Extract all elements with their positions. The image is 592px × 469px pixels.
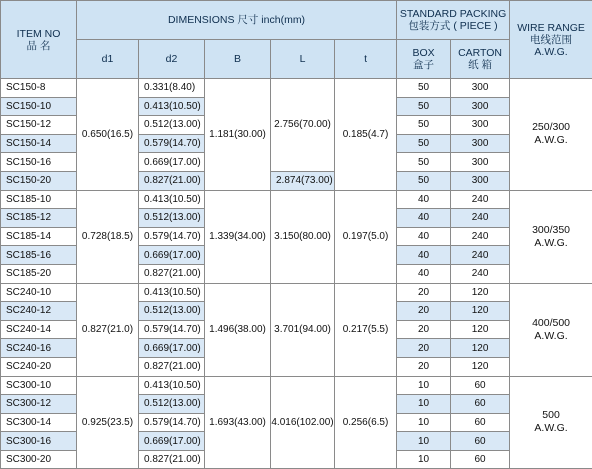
carton-cell: 300: [451, 97, 510, 116]
wire-range-value: 250/300: [510, 121, 592, 134]
box-cell: 50: [397, 134, 451, 153]
box-cell: 40: [397, 190, 451, 209]
carton-cell: 300: [451, 79, 510, 98]
wire-range-cell: [510, 376, 592, 469]
b-cell: 1.693(43.00): [205, 376, 271, 469]
item-no-cell: SC185-16: [1, 246, 77, 265]
box-cell: 10: [397, 376, 451, 395]
t-header: t: [335, 40, 397, 79]
item-no-cell: SC240-10: [1, 283, 77, 302]
d2-cell: 0.827(21.00): [139, 357, 205, 376]
b-header: B: [205, 40, 271, 79]
d2-cell: 0.579(14.70): [139, 227, 205, 246]
box-cell: 10: [397, 432, 451, 451]
box-cell: 40: [397, 209, 451, 228]
wire-range-cell: [510, 190, 592, 283]
carton-header: [451, 40, 510, 79]
d2-cell: 0.512(13.00): [139, 209, 205, 228]
table-row: [1, 376, 592, 395]
item-no-header: [1, 1, 77, 79]
carton-cell: 60: [451, 432, 510, 451]
carton-cell: 300: [451, 134, 510, 153]
l-header: L: [271, 40, 335, 79]
wire-range-unit: A.W.G.: [510, 330, 592, 343]
item-no-cell: SC300-10: [1, 376, 77, 395]
wire-range-value: 500: [510, 409, 592, 422]
d2-cell: 0.413(10.50): [139, 283, 205, 302]
carton-cell: 240: [451, 190, 510, 209]
item-no-cn-label: 品 名: [1, 40, 76, 52]
box-cell: 50: [397, 171, 451, 190]
d2-header: d2: [139, 40, 205, 79]
box-cn-label: 盒子: [397, 59, 450, 71]
carton-cell: 120: [451, 302, 510, 321]
item-no-cell: SC240-16: [1, 339, 77, 358]
table-header: [1, 1, 592, 79]
box-cell: 20: [397, 283, 451, 302]
item-no-cell: SC300-20: [1, 450, 77, 469]
b-cell: 1.339(34.00): [205, 190, 271, 283]
wire-range-cell: [510, 79, 592, 191]
b-cell: 1.496(38.00): [205, 283, 271, 376]
item-no-cell: SC150-8: [1, 79, 77, 98]
item-no-cell: SC150-14: [1, 134, 77, 153]
box-label: BOX: [397, 47, 450, 59]
box-cell: 40: [397, 264, 451, 283]
item-no-cell: SC300-12: [1, 395, 77, 414]
d2-cell: 0.669(17.00): [139, 153, 205, 172]
box-cell: 20: [397, 339, 451, 358]
item-no-cell: SC150-20: [1, 171, 77, 190]
carton-cell: 60: [451, 413, 510, 432]
carton-cell: 240: [451, 246, 510, 265]
carton-cell: 300: [451, 153, 510, 172]
wire-range-label: WIRE RANGE: [510, 22, 592, 34]
standard-packing-header: [397, 1, 510, 40]
d2-cell: 0.512(13.00): [139, 116, 205, 135]
wire-range-value: 300/350: [510, 224, 592, 237]
box-cell: 10: [397, 450, 451, 469]
carton-cell: 120: [451, 339, 510, 358]
wire-range-value: 400/500: [510, 317, 592, 330]
table-row: [1, 79, 592, 98]
carton-cell: 120: [451, 320, 510, 339]
item-no-cell: SC240-14: [1, 320, 77, 339]
carton-cell: 240: [451, 209, 510, 228]
item-no-cell: SC240-20: [1, 357, 77, 376]
d2-cell: 0.512(13.00): [139, 302, 205, 321]
l-cell: 3.701(94.00): [271, 283, 335, 376]
wire-range-unit: A.W.G.: [510, 422, 592, 435]
t-cell: 0.185(4.7): [335, 79, 397, 191]
d2-cell: 0.827(21.00): [139, 450, 205, 469]
table-row: [1, 283, 592, 302]
t-cell: 0.197(5.0): [335, 190, 397, 283]
box-cell: 50: [397, 79, 451, 98]
d2-cell: 0.827(21.00): [139, 171, 205, 190]
item-no-cell: SC150-16: [1, 153, 77, 172]
item-no-cell: SC150-12: [1, 116, 77, 135]
box-cell: 20: [397, 357, 451, 376]
box-cell: 50: [397, 153, 451, 172]
wire-range-header: [510, 1, 592, 79]
t-cell: 0.256(6.5): [335, 376, 397, 469]
d2-cell: 0.669(17.00): [139, 246, 205, 265]
standard-packing-cn-label: 包装方式 ( PIECE ): [397, 20, 509, 32]
carton-cell: 300: [451, 116, 510, 135]
d1-cell: 0.827(21.0): [77, 283, 139, 376]
carton-cell: 300: [451, 171, 510, 190]
carton-label: CARTON: [451, 47, 509, 59]
d2-cell: 0.512(13.00): [139, 395, 205, 414]
d2-cell: 0.579(14.70): [139, 134, 205, 153]
item-no-cell: SC185-10: [1, 190, 77, 209]
d1-cell: 0.728(18.5): [77, 190, 139, 283]
box-cell: 50: [397, 116, 451, 135]
carton-cell: 240: [451, 227, 510, 246]
t-cell: 0.217(5.5): [335, 283, 397, 376]
l-cell: 2.874(73.00): [271, 171, 335, 190]
d2-cell: 0.331(8.40): [139, 79, 205, 98]
d2-cell: 0.579(14.70): [139, 320, 205, 339]
item-no-cell: SC300-16: [1, 432, 77, 451]
carton-cell: 120: [451, 283, 510, 302]
wire-range-unit-label: A.W.G.: [510, 46, 592, 58]
b-cell: 1.181(30.00): [205, 79, 271, 191]
table-row: [1, 190, 592, 209]
box-cell: 50: [397, 97, 451, 116]
d2-cell: 0.669(17.00): [139, 339, 205, 358]
carton-cell: 60: [451, 450, 510, 469]
carton-cell: 120: [451, 357, 510, 376]
dimensions-header: DIMENSIONS 尺寸 inch(mm): [77, 1, 397, 40]
d2-cell: 0.413(10.50): [139, 376, 205, 395]
item-no-cell: SC185-20: [1, 264, 77, 283]
item-no-cell: SC185-12: [1, 209, 77, 228]
d2-cell: 0.669(17.00): [139, 432, 205, 451]
l-cell: 4.016(102.00): [271, 376, 335, 469]
carton-cn-label: 纸 箱: [451, 59, 509, 71]
box-cell: 40: [397, 227, 451, 246]
item-no-cell: SC185-14: [1, 227, 77, 246]
box-cell: 40: [397, 246, 451, 265]
l-cell: 3.150(80.00): [271, 190, 335, 283]
carton-cell: 60: [451, 376, 510, 395]
d1-cell: 0.925(23.5): [77, 376, 139, 469]
l-cell: 2.756(70.00): [271, 79, 335, 172]
carton-cell: 240: [451, 264, 510, 283]
box-cell: 10: [397, 395, 451, 414]
item-no-cell: SC150-10: [1, 97, 77, 116]
box-cell: 20: [397, 302, 451, 321]
carton-cell: 60: [451, 395, 510, 414]
box-cell: 10: [397, 413, 451, 432]
item-no-label: ITEM NO: [1, 28, 76, 40]
wire-range-cell: [510, 283, 592, 376]
item-no-cell: SC300-14: [1, 413, 77, 432]
d2-cell: 0.827(21.00): [139, 264, 205, 283]
table-body: [1, 79, 592, 469]
item-no-cell: SC240-12: [1, 302, 77, 321]
wire-range-unit: A.W.G.: [510, 134, 592, 147]
box-cell: 20: [397, 320, 451, 339]
box-header: [397, 40, 451, 79]
d2-cell: 0.413(10.50): [139, 190, 205, 209]
d2-cell: 0.579(14.70): [139, 413, 205, 432]
d1-header: d1: [77, 40, 139, 79]
wire-range-cn-label: 电线范围: [510, 34, 592, 46]
standard-packing-label: STANDARD PACKING: [397, 8, 509, 20]
d1-cell: 0.650(16.5): [77, 79, 139, 191]
d2-cell: 0.413(10.50): [139, 97, 205, 116]
wire-range-unit: A.W.G.: [510, 237, 592, 250]
